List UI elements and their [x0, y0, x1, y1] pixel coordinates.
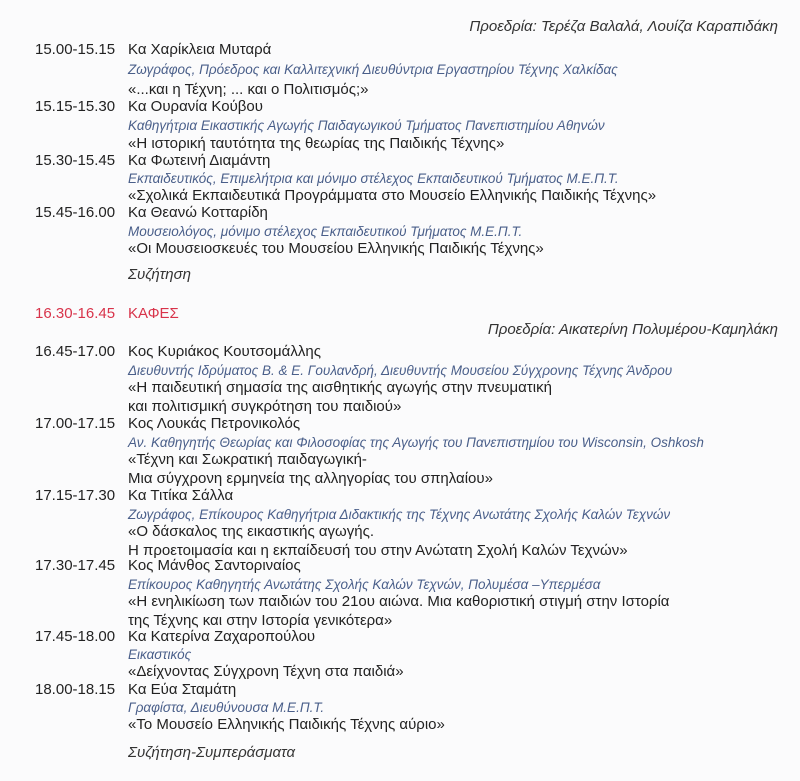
session2-item-1-speaker: Κος Κυριάκος Κουτσομάλλης [128, 343, 321, 360]
session2-item-1-talk-line-2: και πολιτισμική συγκρότηση του παιδιού» [128, 398, 402, 415]
session2-item-3-speaker: Κα Τιτίκα Σάλλα [128, 487, 234, 504]
session2-item-2-talk-line-2: Μια σύγχρονη ερμηνεία της αλληγορίας του σπηλαίου» [128, 470, 493, 487]
session2-item-2-talk [128, 450, 493, 488]
session2-item-3-talk-line-1: «Ο δάσκαλος της εικαστικής αγωγής. [128, 523, 375, 540]
session2-item-4-role: Επίκουρος Καθηγητής Ανωτάτης Σχολής Καλών Τεχνών, Πολυμέσα –Υπερμέσα [128, 577, 601, 592]
session2-item-2-role: Αν. Καθηγητής Θεωρίας και Φιλοσοφίας της Αγωγής του Πανεπιστημίου του Wisconsin, Oshkosh [128, 435, 704, 450]
session2-item-6-time: 18.00-18.15 [35, 681, 116, 698]
session1-item-2-time: 15.15-15.30 [35, 98, 116, 115]
session2-item-5-time: 17.45-18.00 [35, 628, 116, 645]
session2-chair: Προεδρία: Αικατερίνη Πολυμέρου-Καμηλάκη [487, 321, 778, 338]
session2-item-1-role: Διευθυντής Ιδρύματος Β. & Ε. Γουλανδρή, Διευθυντής Μουσείου Σύγχρονης Τέχνης Άνδρου [128, 363, 673, 378]
session1-item-4-time: 15.45-16.00 [35, 204, 116, 221]
session2-item-1-talk [128, 378, 552, 416]
session2-item-5-speaker: Κα Κατερίνα Ζαχαροπούλου [128, 628, 316, 645]
session1-chair: Προεδρία: Τερέζα Βαλαλά, Λουίζα Καραπιδάκη [469, 18, 778, 35]
session1-item-4-talk: «Οι Μουσειοσκευές του Μουσείου Ελληνικής Παιδικής Τέχνης» [128, 240, 544, 257]
session1-item-3-talk: «Σχολικά Εκπαιδευτικά Προγράμματα στο Μουσείο Ελληνικής Παιδικής Τέχνης» [128, 187, 657, 204]
session2-item-2-talk-line-1: «Τέχνη και Σωκρατική παιδαγωγική- [128, 451, 367, 468]
session2-item-4-talk-line-1: «Η ενηλικίωση των παιδιών του 21ου αιώνα. Μια καθοριστική στιγμή στην Ιστορία [128, 593, 670, 610]
session2-item-6-role: Γραφίστα, Διευθύνουσα Μ.Ε.Π.Τ. [128, 700, 325, 715]
session2-item-6-talk: «Το Μουσείο Ελληνικής Παιδικής Τέχνης αύριο» [128, 716, 445, 733]
session2-item-3-talk [128, 522, 628, 560]
session1-item-1-time: 15.00-15.15 [35, 41, 116, 58]
session2-item-4-talk-line-2: της Τέχνης και στην Ιστορία γενικότερα» [128, 612, 393, 629]
session2-item-5-role: Εικαστικός [128, 647, 192, 662]
session2-item-4-speaker: Κος Μάνθος Σαντοριναίος [128, 557, 301, 574]
session2-item-5-talk: «Δείχνοντας Σύγχρονη Τέχνη στα παιδιά» [128, 663, 404, 680]
session2-item-1-talk-line-1: «Η παιδευτική σημασία της αισθητικής αγωγής στην πνευματική [128, 379, 552, 396]
session1-item-3-time: 15.30-15.45 [35, 152, 116, 169]
session2-item-3-role: Ζωγράφος, Επίκουρος Καθηγήτρια Διδακτικής της Τέχνης Ανωτάτης Σχολής Καλών Τεχνών [128, 507, 671, 522]
session2-item-3-talk-line-2: Η προετοιμασία και η εκπαίδευσή του στην Ανώτατη Σχολή Καλών Τεχνών» [128, 542, 628, 559]
session1-item-1-talk: «...και η Τέχνη; ... και ο Πολιτισμός;» [128, 81, 369, 98]
break-label: ΚΑΦΕΣ [128, 305, 179, 322]
session1-item-1-speaker: Κα Χαρίκλεια Μυταρά [128, 41, 272, 58]
session1-item-2-role: Καθηγήτρια Εικαστικής Αγωγής Παιδαγωγικού Τμήματος Πανεπιστημίου Αθηνών [128, 118, 605, 133]
session1-item-3-speaker: Κα Φωτεινή Διαμάντη [128, 152, 271, 169]
session1-item-1-role: Ζωγράφος, Πρόεδρος και Καλλιτεχνική Διευθύντρια Εργαστηρίου Τέχνης Χαλκίδας [128, 62, 618, 77]
session2-item-3-time: 17.15-17.30 [35, 487, 116, 504]
session1-item-2-talk: «Η ιστορική ταυτότητα της θεωρίας της Παιδικής Τέχνης» [128, 135, 505, 152]
session2-item-6-speaker: Κα Εύα Σταμάτη [128, 681, 237, 698]
session1-item-4-role: Μουσειολόγος, μόνιμο στέλεχος Εκπαιδευτικού Τμήματος Μ.Ε.Π.Τ. [128, 224, 523, 239]
session2-discussion: Συζήτηση-Συμπεράσματα [128, 744, 295, 761]
session1-discussion: Συζήτηση [128, 266, 191, 283]
session2-item-1-time: 16.45-17.00 [35, 343, 116, 360]
session2-item-4-talk [128, 592, 669, 630]
session2-item-2-time: 17.00-17.15 [35, 415, 116, 432]
session1-item-3-role: Εκπαιδευτικός, Επιμελήτρια και μόνιμο στέλεχος Εκπαιδευτικού Τμήματος Μ.Ε.Π.Τ. [128, 171, 619, 186]
session1-item-4-speaker: Κα Θεανώ Κοτταρίδη [128, 204, 268, 221]
session2-item-4-time: 17.30-17.45 [35, 557, 116, 574]
session1-item-2-speaker: Κα Ουρανία Κούβου [128, 98, 263, 115]
session2-item-2-speaker: Κος Λουκάς Πετρονικολός [128, 415, 301, 432]
break-time: 16.30-16.45 [35, 305, 116, 322]
